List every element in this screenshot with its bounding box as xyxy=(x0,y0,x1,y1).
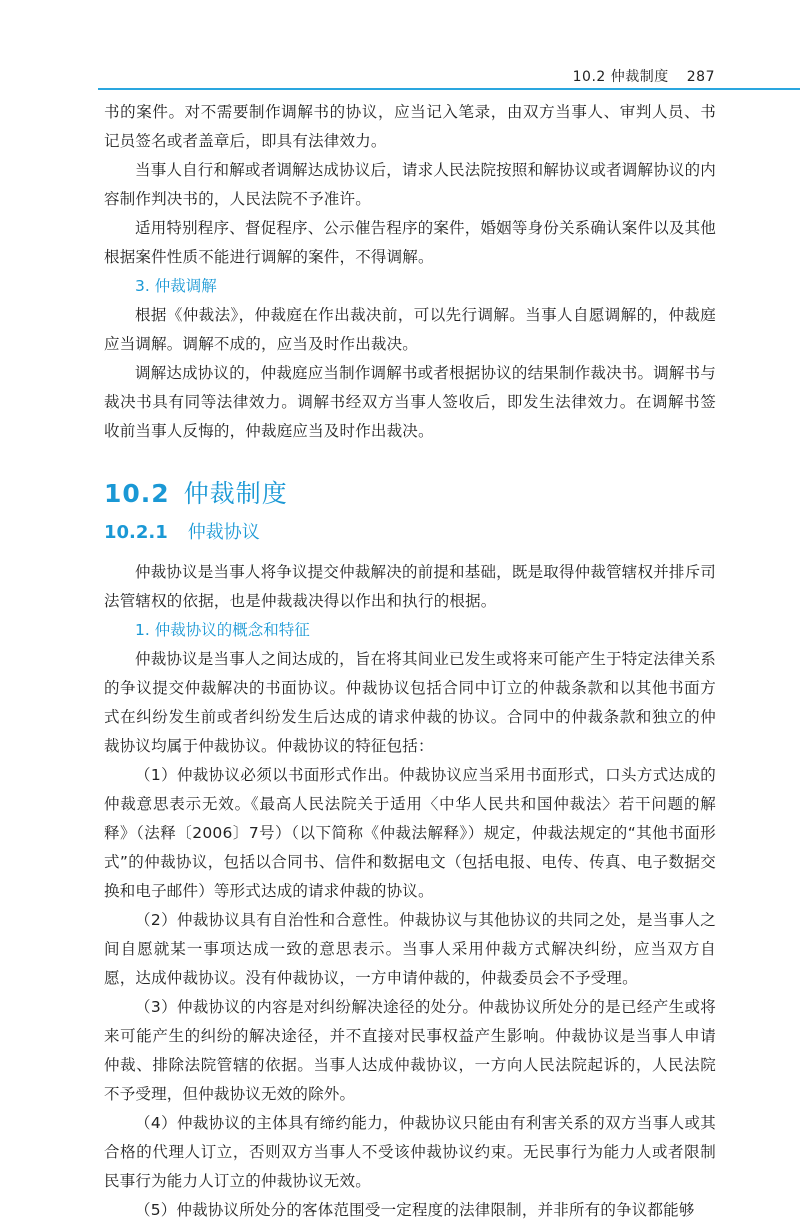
section-title: 仲裁制度 xyxy=(183,479,288,508)
page-number: 287 xyxy=(686,69,715,85)
paragraph: （3）仲裁协议的内容是对纠纷解决途径的处分。仲裁协议所处分的是已经产生或将来可能产生的纠纷的解决途径，并不直接对民事权益产生影响。仲裁协议是当事人申请仲裁、排除法院管辖的依据。当事人达成仲裁协议，一方向人民法院起诉的，人民法院不予受理，但仲裁协议无效的除外。 xyxy=(104,998,716,1103)
paragraph: 当事人自行和解或者调解达成协议后，请求人民法院按照和解协议或者调解协议的内容制作判决书的，人民法院不予准许。 xyxy=(104,161,716,208)
header-rule xyxy=(98,88,658,90)
paragraph: 调解达成协议的，仲裁庭应当制作调解书或者根据协议的结果制作裁决书。调解书与裁决书具有同等法律效力。调解书经双方当事人签收后，即发生法律效力。在调解书签收前当事人反悔的，仲裁庭应当及时作出裁决。 xyxy=(104,364,716,440)
subheading-concept: 1. 仲裁协议的概念和特征 xyxy=(135,621,310,639)
paragraph: 书的案件。对不需要制作调解书的协议，应当记入笔录，由双方当事人、审判人员、书记员签名或者盖章后，即具有法律效力。 xyxy=(104,103,716,150)
page-header xyxy=(0,0,800,100)
paragraph: 根据《仲裁法》，仲裁庭在作出裁决前，可以先行调解。当事人自愿调解的，仲裁庭应当调解。调解不成的，应当及时作出裁决。 xyxy=(104,306,716,353)
header-section: 10.2 仲裁制度 xyxy=(572,69,669,85)
paragraph: （1）仲裁协议必须以书面形式作出。仲裁协议应当采用书面形式，口头方式达成的仲裁意思表示无效。《最高人民法院关于适用〈中华人民共和国仲裁法〉若干问题的解释》（法释〔2006〕7号）（以下简称《仲裁法解释》）规定，仲裁法规定的“其他书面形式”的仲裁协议，包括以合同书、信件和数据电文（包括电报、电传、传真、电子数据交换和电子邮件）等形式达成的请求仲裁的协议。 xyxy=(104,766,716,900)
paragraph: （2）仲裁协议具有自治性和合意性。仲裁协议与其他协议的共同之处，是当事人之间自愿就某一事项达成一致的意思表示。当事人采用仲裁方式解决纠纷，应当双方自愿，达成仲裁协议。没有仲裁协议，一方申请仲裁的，仲裁委员会不予受理。 xyxy=(104,911,716,987)
page-body xyxy=(104,98,716,1225)
section-heading xyxy=(104,476,716,512)
section-number: 10.2 xyxy=(104,479,170,508)
subsection-number: 10.2.1 xyxy=(104,522,168,543)
header-rule-right xyxy=(658,88,800,90)
paragraph: （5）仲裁协议所处分的客体范围受一定程度的法律限制，并非所有的争议都能够 xyxy=(135,1201,695,1219)
running-header xyxy=(573,66,715,86)
subsection-heading xyxy=(104,518,716,548)
subheading-arbitration-mediation: 3. 仲裁调解 xyxy=(135,277,217,295)
paragraph: 仲裁协议是当事人之间达成的，旨在将其间业已发生或将来可能产生于特定法律关系的争议提交仲裁解决的书面协议。仲裁协议包括合同中订立的仲裁条款和以其他书面方式在纠纷发生前或者纠纷发生后达成的请求仲裁的协议。合同中的仲裁条款和独立的仲裁协议均属于仲裁协议。仲裁协议的特征包括： xyxy=(104,650,716,755)
paragraph: （4）仲裁协议的主体具有缔约能力，仲裁协议只能由有利害关系的双方当事人或其合格的代理人订立，否则双方当事人不受该仲裁协议约束。无民事行为能力人或者限制民事行为能力人订立的仲裁协议无效。 xyxy=(104,1114,716,1190)
paragraph: 适用特别程序、督促程序、公示催告程序的案件，婚姻等身份关系确认案件以及其他根据案件性质不能进行调解的案件，不得调解。 xyxy=(104,219,716,266)
subsection-title: 仲裁协议 xyxy=(187,522,260,543)
paragraph: 仲裁协议是当事人将争议提交仲裁解决的前提和基础，既是取得仲裁管辖权并排斥司法管辖权的依据，也是仲裁裁决得以作出和执行的根据。 xyxy=(104,563,716,610)
